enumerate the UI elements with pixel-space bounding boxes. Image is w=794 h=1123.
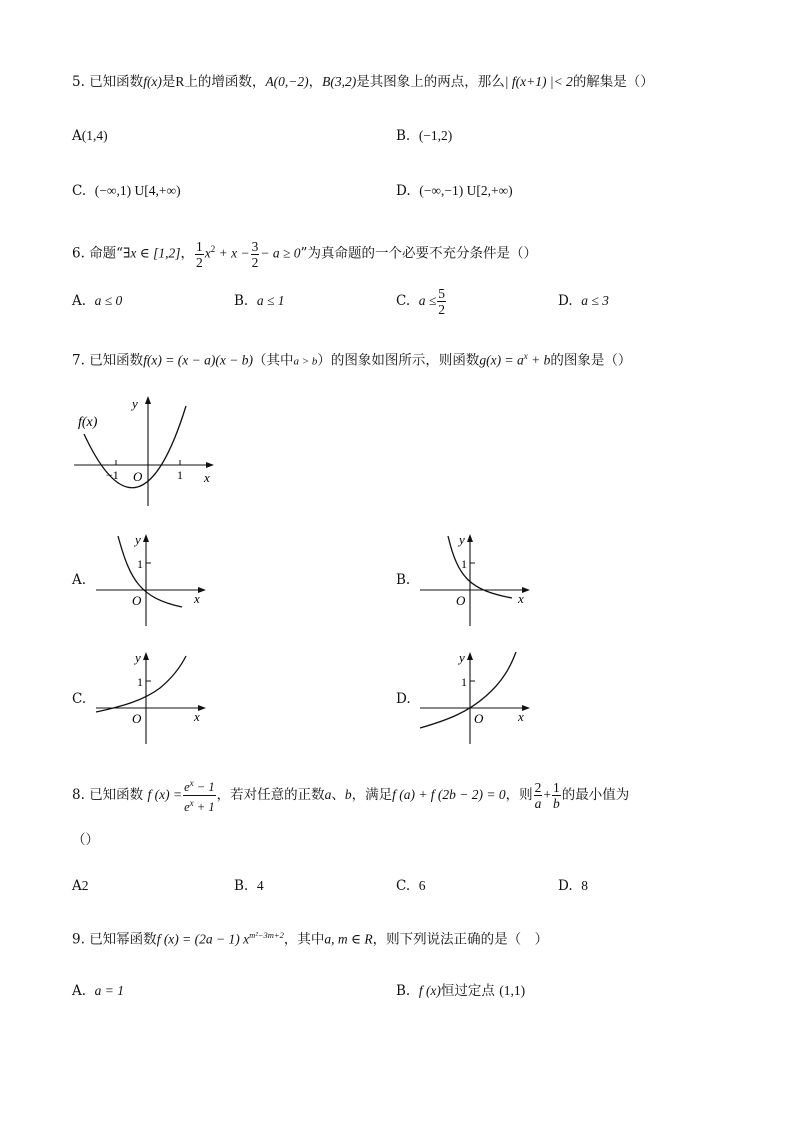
- q7-option-b-label[interactable]: B.: [396, 572, 411, 588]
- x-label: x: [204, 470, 210, 485]
- q9-option-b[interactable]: B. f (x)恒过定点 (1,1): [396, 983, 526, 999]
- origin-label: O: [474, 711, 484, 726]
- q7-option-b-graph[interactable]: [418, 530, 538, 628]
- neg1-label: −1: [106, 468, 119, 482]
- x-axis-arrow-icon: [206, 462, 214, 468]
- q7-option-d-label[interactable]: D.: [396, 691, 411, 707]
- origin-label: O: [133, 469, 143, 484]
- q8-fx-fraction: $\frac{e^x - 1}{e^x + 1}$: [184, 778, 215, 815]
- q8-option-a[interactable]: A2: [72, 878, 89, 894]
- q6-number: 6.: [72, 245, 85, 262]
- q7-number: 7.: [72, 352, 85, 369]
- q8-stem-cont: （）: [72, 832, 99, 848]
- q9-number: 9.: [72, 931, 85, 948]
- q5-option-b[interactable]: B. (−1,2): [396, 128, 453, 144]
- y-axis-arrow-icon: [467, 652, 473, 660]
- q5-number: 5.: [72, 74, 85, 90]
- q9-stem: 9. 已知幂函数f (x) = (2a − 1) $x^{m^2-3m+2}$，其中a, m ∈ R，则下列说法正确的是（ ）: [72, 930, 549, 948]
- exp-curve: [118, 536, 182, 607]
- y-label: y: [132, 396, 138, 411]
- y-label: y: [135, 532, 141, 547]
- q8-option-d[interactable]: D. 8: [558, 878, 588, 894]
- f-label: f(x): [78, 415, 98, 430]
- x-label: x: [518, 709, 524, 724]
- one-label: 1: [177, 468, 183, 482]
- q7-option-c-label[interactable]: C.: [72, 691, 87, 707]
- y-axis-arrow-icon: [143, 534, 149, 542]
- origin-label: O: [132, 711, 142, 726]
- q8-two-over-a: $\frac{2}{a}$: [534, 780, 542, 812]
- q7-fx-graph: [70, 392, 220, 510]
- y-axis-arrow-icon: [467, 534, 473, 542]
- q8-number: 8.: [72, 787, 85, 804]
- exp-curve: [448, 536, 512, 598]
- q5-option-a[interactable]: A(1,4): [72, 128, 108, 144]
- q7-option-d-graph[interactable]: [418, 648, 538, 746]
- one-label: 1: [461, 675, 467, 689]
- y-label: y: [135, 650, 141, 665]
- q7-stem: 7. 已知函数f(x) = (x − a)(x − b)（其中a > b）的图象如图所示，则函数$g(x) = a^x + b$的图象是（）: [72, 351, 632, 369]
- one-label: 1: [461, 557, 467, 571]
- y-label: y: [459, 532, 465, 547]
- exp-curve: [420, 652, 516, 728]
- q8-option-c[interactable]: C. 6: [396, 878, 426, 894]
- y-axis-arrow-icon: [143, 652, 149, 660]
- q8-option-b[interactable]: B. 4: [234, 878, 264, 894]
- q6-option-d[interactable]: D. a ≤ 3: [558, 293, 609, 309]
- x-label: x: [194, 709, 200, 724]
- q6-option-b[interactable]: B. a ≤ 1: [234, 293, 285, 309]
- one-label: 1: [137, 675, 143, 689]
- q6-option-c[interactable]: C. a ≤ $\frac{5}{2}$: [396, 286, 446, 317]
- q9-option-a[interactable]: A. a = 1: [72, 983, 125, 999]
- q6-half-fraction: $\frac{1}{2}$: [196, 238, 203, 270]
- y-axis-arrow-icon: [145, 396, 151, 404]
- origin-label: O: [132, 593, 142, 608]
- origin-label: O: [456, 593, 466, 608]
- q5-option-d[interactable]: D. (−∞,−1) U[2,+∞): [396, 183, 513, 199]
- q7-option-a-label[interactable]: A.: [72, 572, 87, 588]
- q7-option-a-graph[interactable]: [94, 530, 214, 628]
- q8-stem: 8. 已知函数 f (x) = $\frac{e^x - 1}{e^x + 1}$ ，若对任意的正数a、b，满足f (a) + f (2b − 2) = 0，则 $\frac{2}{a}$ + $\frac{1}{b}$ 的最小值为: [72, 778, 630, 815]
- q5-stem: 5. 已知函数f(x)是R上的增函数，A(0,−2)，B(3,2)是其图象上的两点，那么| f(x+1) |< 2的解集是（）: [72, 74, 654, 90]
- q6-c-fraction: $\frac{5}{2}$: [438, 286, 446, 317]
- one-label: 1: [137, 557, 143, 571]
- q8-one-over-b: $\frac{1}{b}$: [553, 780, 560, 812]
- q6-option-a[interactable]: A. a ≤ 0: [72, 293, 123, 309]
- q5-option-c[interactable]: C. (−∞,1) U[4,+∞): [72, 183, 181, 199]
- x-label: x: [518, 591, 524, 606]
- y-label: y: [459, 650, 465, 665]
- x-label: x: [194, 591, 200, 606]
- q7-option-c-graph[interactable]: [94, 648, 214, 746]
- q6-three-halves-fraction: $\frac{3}{2}$: [251, 238, 259, 270]
- q6-stem: 6. 命题“∃x ∈ [1,2]， $\frac{1}{2}$ $x^2 + x$ − $\frac{3}{2}$ − a ≥ 0”为真命题的一个必要不充分条件是（）: [72, 238, 537, 270]
